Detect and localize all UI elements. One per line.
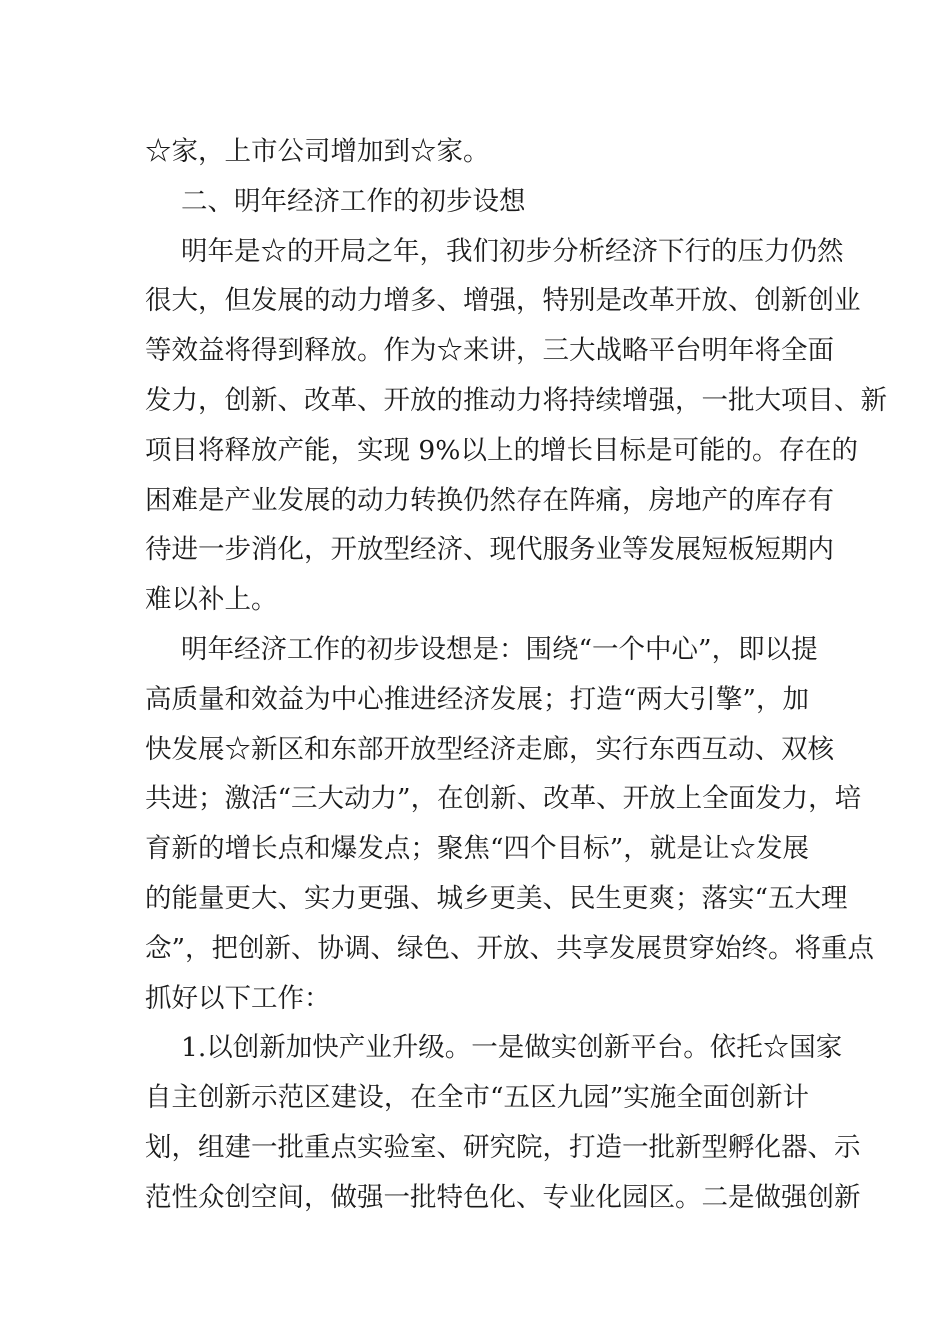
paragraph-line: 待进一步消化，开放型经济、现代服务业等发展短板短期内 xyxy=(145,534,834,566)
paragraph-line: ☆家，上市公司增加到☆家。 xyxy=(145,136,490,167)
paragraph-line: 范性众创空间，做强一批特色化、专业化园区。二是做强创新 xyxy=(145,1181,861,1213)
paragraph-line: 难以补上。 xyxy=(145,584,278,616)
paragraph-line: 育新的增长点和爆发点；聚焦“四个目标”，就是让☆发展 xyxy=(145,833,809,865)
document-body xyxy=(145,127,887,1223)
paragraph-line: 共进；激活“三大动力”，在创新、改革、开放上全面发力，培 xyxy=(145,783,862,815)
paragraph-line: 快发展☆新区和东部开放型经济走廊，实行东西互动、双核 xyxy=(145,733,834,765)
section-heading: 二、明年经济工作的初步设想 xyxy=(181,185,526,217)
paragraph-line: 发力，创新、改革、开放的推动力将持续增强，一批大项目、新 xyxy=(145,384,887,416)
paragraph-line: 明年经济工作的初步设想是：围绕“一个中心”，即以提 xyxy=(181,633,818,665)
paragraph-line: 很大，但发展的动力增多、增强，特别是改革开放、创新创业 xyxy=(145,285,861,317)
paragraph-line: 困难是产业发展的动力转换仍然存在阵痛，房地产的库存有 xyxy=(145,484,834,516)
paragraph-line: 念”，把创新、协调、绿色、开放、共享发展贯穿始终。将重点 xyxy=(145,932,875,964)
paragraph-line: 高质量和效益为中心推进经济发展；打造“两大引擎”，加 xyxy=(145,683,809,715)
paragraph-line: 划，组建一批重点实验室、研究院，打造一批新型孵化器、示 xyxy=(145,1131,861,1163)
paragraph-line: 1.以创新加快产业升级。一是做实创新平台。依托☆国家 xyxy=(181,1032,843,1064)
paragraph-line: 等效益将得到释放。作为☆来讲，三大战略平台明年将全面 xyxy=(145,335,834,367)
paragraph-line: 的能量更大、实力更强、城乡更美、民生更爽；落实“五大理 xyxy=(145,882,848,914)
paragraph-line: 项目将释放产能，实现 9%以上的增长目标是可能的。存在的 xyxy=(145,434,858,466)
paragraph-line: 自主创新示范区建设，在全市“五区九园”实施全面创新计 xyxy=(145,1082,809,1114)
paragraph-line: 明年是☆的开局之年，我们初步分析经济下行的压力仍然 xyxy=(181,235,844,267)
paragraph-line: 抓好以下工作： xyxy=(145,982,331,1014)
